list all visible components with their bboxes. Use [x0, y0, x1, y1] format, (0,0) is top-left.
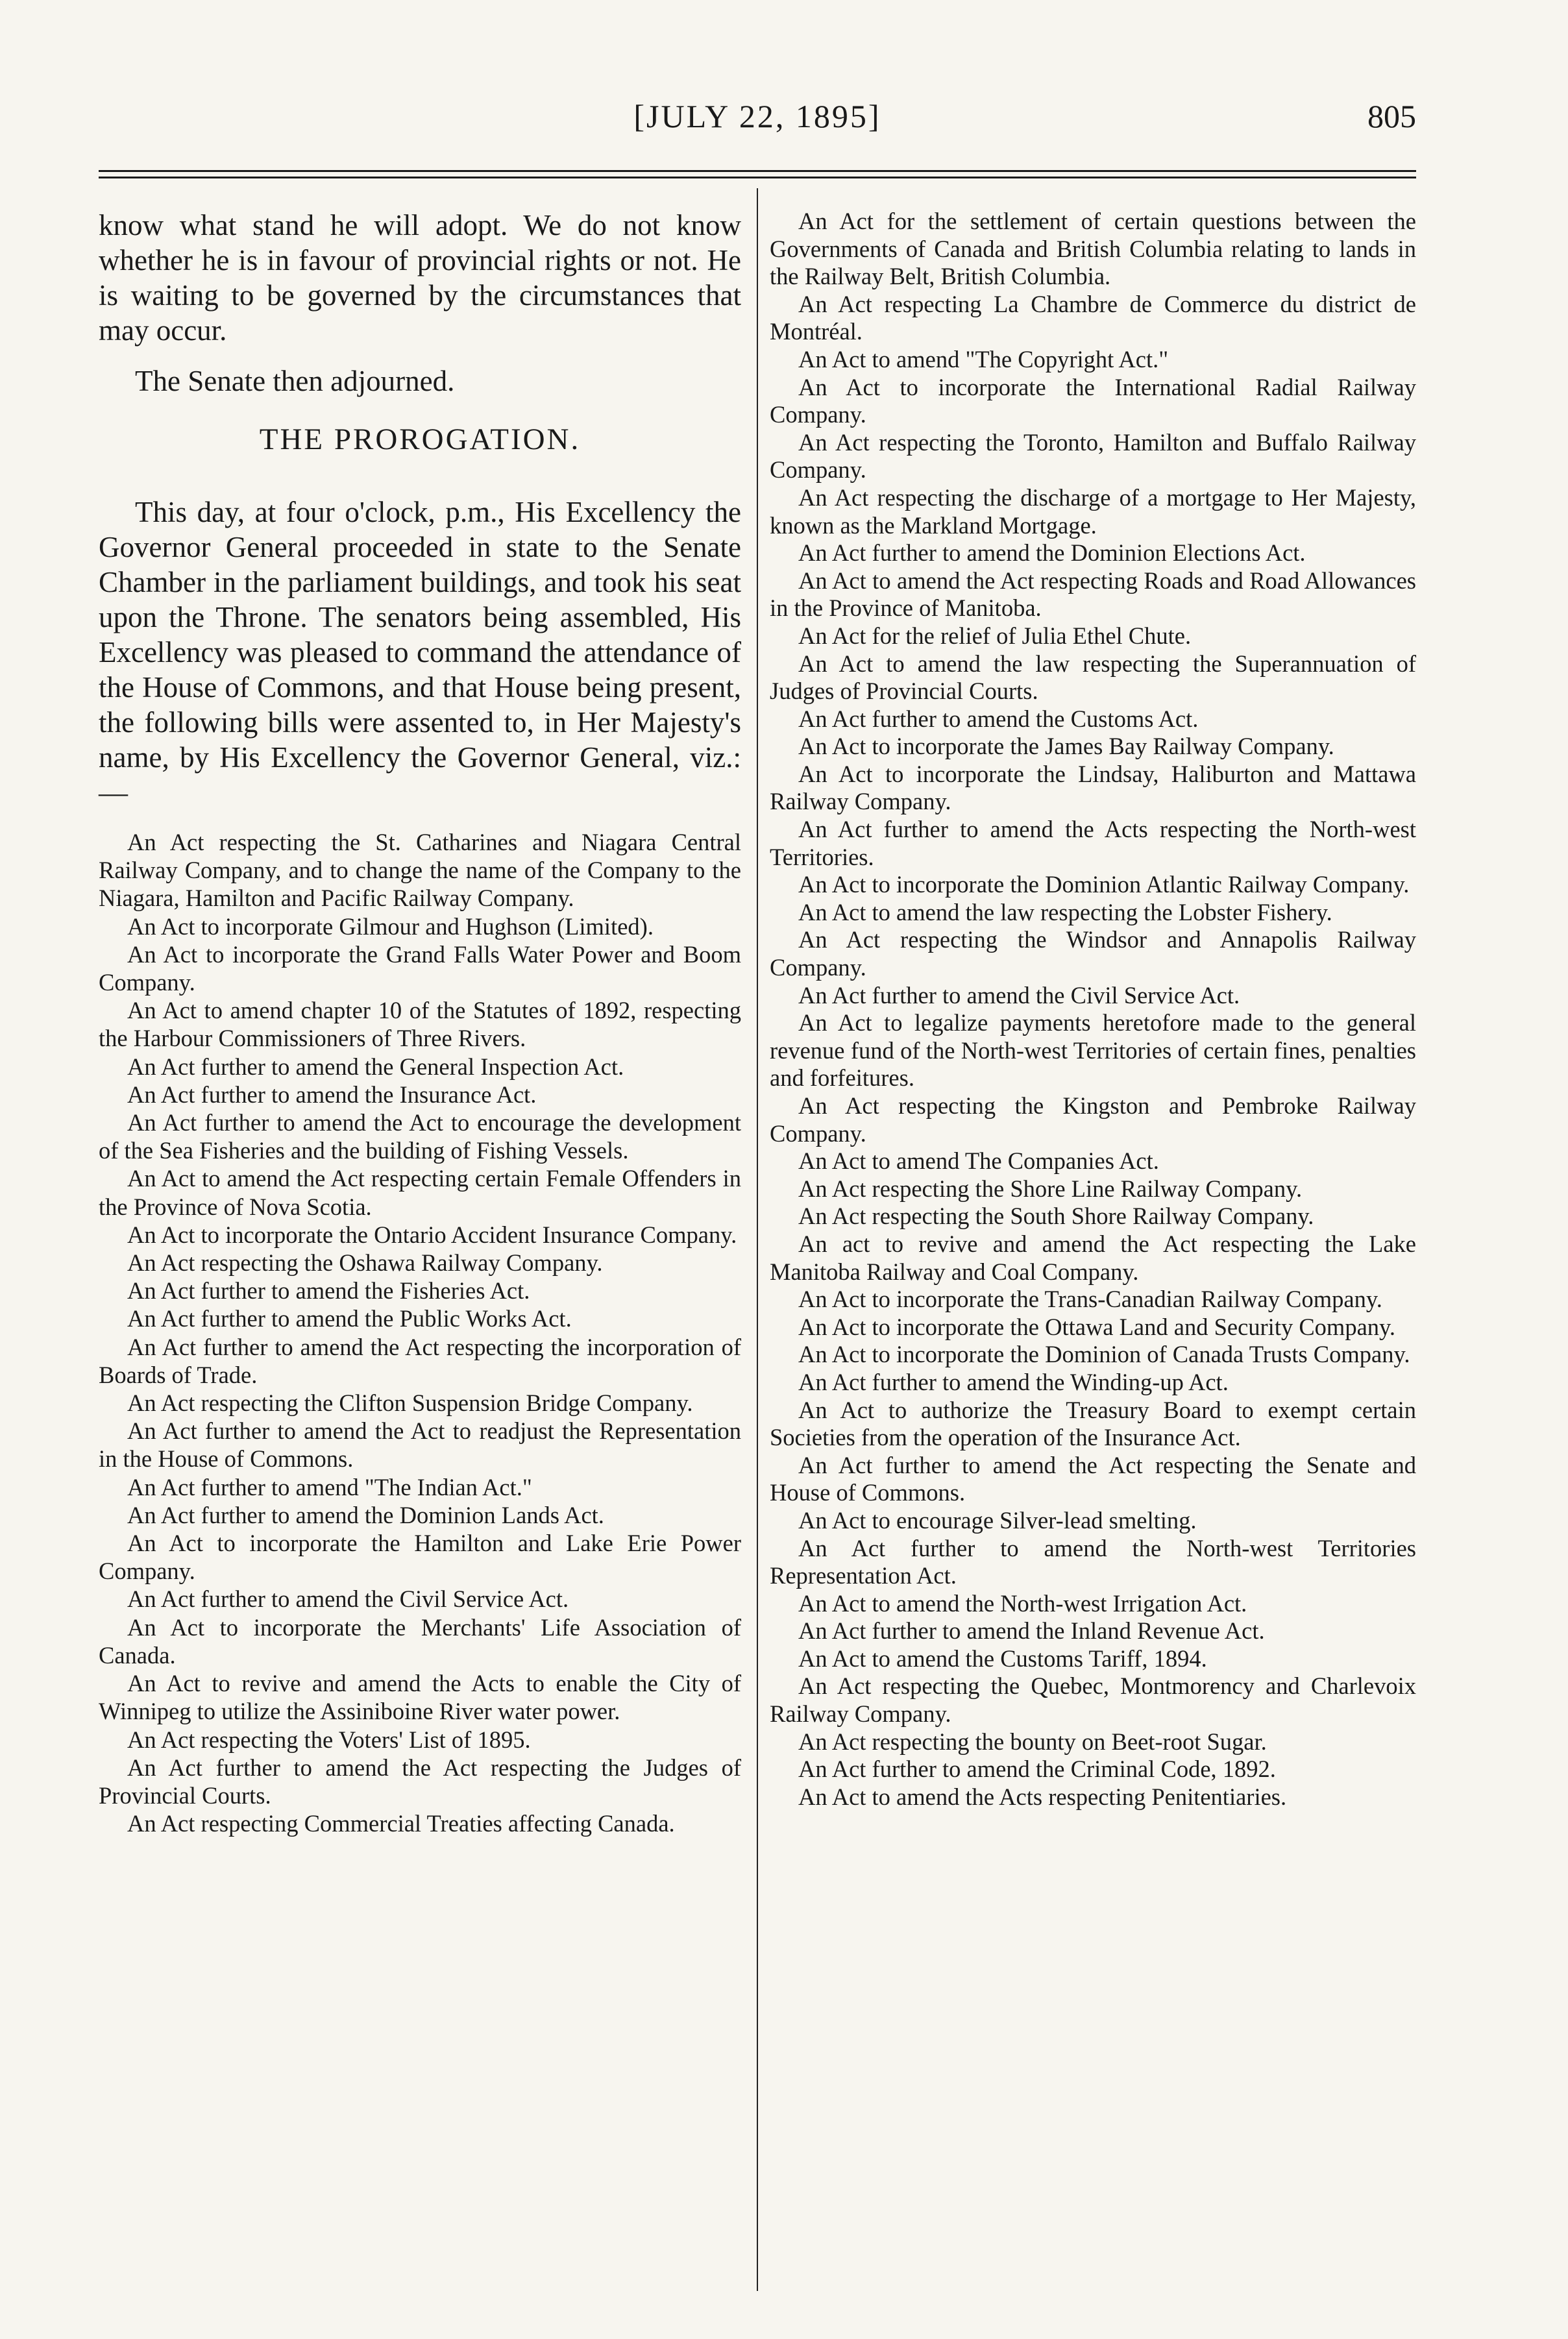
act-item: An Act respecting the Kingston and Pembroke Railway Company.: [770, 1092, 1416, 1147]
left-acts-list: [99, 828, 741, 1837]
act-item: An Act to incorporate the Trans-Canadian Railway Company.: [798, 1286, 1382, 1313]
act-item: An Act respecting the Clifton Suspension Bridge Company.: [127, 1390, 693, 1417]
right-column: [770, 208, 1416, 1811]
right-acts-list: [770, 208, 1416, 1811]
act-item: An Act respecting the Toronto, Hamilton and Buffalo Railway Company.: [770, 428, 1416, 484]
act-item: An Act to amend the law respecting the Superannuation of Judges of Provincial Courts.: [770, 650, 1416, 705]
header-rule: [99, 177, 410, 178]
header-date: [JULY 22, 1895]: [633, 98, 881, 134]
act-item: An Act further to amend the Insurance Act.: [127, 1081, 537, 1108]
adjourned-note: The Senate then adjourned.: [135, 365, 455, 397]
left-column: [99, 208, 741, 1837]
act-item: An Act to incorporate the James Bay Railway Company.: [798, 733, 1334, 760]
act-item: An Act to amend the Act respecting certain Female Offenders in the Province of Nova Scotia.: [99, 1165, 741, 1220]
act-item: An Act respecting the Windsor and Annapolis Railway Company.: [770, 926, 1416, 981]
act-item: An Act to amend the Acts respecting Penitentiaries.: [798, 1783, 1287, 1810]
page-number: 805: [1367, 98, 1416, 134]
act-item: An Act further to amend the Act to readjust the Representation in the House of Commons.: [99, 1417, 741, 1473]
act-item: An Act to incorporate the Dominion of Canada Trusts Company.: [798, 1341, 1410, 1368]
act-item: An Act to amend the law respecting the Lobster Fishery.: [798, 898, 1332, 925]
act-item: An Act to incorporate the Grand Falls Water Power and Boom Company.: [99, 940, 741, 996]
header-rule: [410, 177, 1416, 178]
act-item: An Act respecting the South Shore Railway Company.: [798, 1203, 1314, 1230]
act-item: An Act respecting the bounty on Beet-root Sugar.: [798, 1728, 1267, 1755]
act-item: An Act further to amend the Acts respecting the North-west Territories.: [770, 816, 1416, 870]
prorogation-paragraph: This day, at four o'clock, p.m., His Excellency the Governor General proceeded in state to the Senate Chamber in the parliament buildings, and took his seat upon the Throne. The senators being assembled, His Excellency was pleased to command the attendance of the House of Commons, and that House being present, the following bills were assented to, in Her Majesty's name, by His Excellency the Governor General, viz.:—: [99, 496, 741, 809]
act-item: An Act further to amend the Dominion Elections Act.: [798, 539, 1306, 567]
act-item: An Act to amend the Act respecting Roads and Road Allowances in the Province of Manitoba.: [770, 567, 1416, 622]
act-item: An Act to amend The Companies Act.: [798, 1147, 1159, 1175]
act-item: An Act further to amend the Dominion Lands Act.: [127, 1501, 604, 1528]
act-item: An Act further to amend "The Indian Act.": [127, 1473, 532, 1500]
act-item: An Act further to amend the Customs Act.: [798, 705, 1199, 732]
act-item: An Act further to amend the Inland Revenue Act.: [798, 1617, 1265, 1645]
header-rule: [99, 170, 410, 172]
act-item: An Act respecting the Voters' List of 1895.: [127, 1726, 531, 1753]
act-item: An Act to incorporate the Dominion Atlantic Railway Company.: [798, 871, 1410, 898]
act-item: An Act respecting the Oshawa Railway Company.: [127, 1249, 603, 1277]
act-item: An Act to incorporate the Ontario Accident Insurance Company.: [127, 1221, 737, 1248]
act-item: An Act respecting the discharge of a mortgage to Her Majesty, known as the Markland Mortgage.: [770, 484, 1416, 539]
act-item: An Act to amend chapter 10 of the Statutes of 1892, respecting the Harbour Commissioners of Three Rivers.: [99, 997, 741, 1052]
act-item: An Act further to amend the Criminal Code, 1892.: [798, 1756, 1276, 1783]
act-item: An Act further to amend the Act respecting the Judges of Provincial Courts.: [99, 1754, 741, 1809]
act-item: An Act to incorporate the Hamilton and Lake Erie Power Company.: [99, 1530, 741, 1585]
act-item: An Act to incorporate the Ottawa Land and Security Company.: [798, 1313, 1396, 1340]
act-item: An Act further to amend the Public Works Act.: [127, 1305, 572, 1332]
act-item: An Act to authorize the Treasury Board to exempt certain Societies from the operation of the Insurance Act.: [770, 1396, 1416, 1451]
act-item: An Act further to amend the Act respecting the incorporation of Boards of Trade.: [99, 1333, 741, 1388]
act-item: An Act further to amend the Winding-up Act.: [798, 1368, 1229, 1395]
act-item: An Act to legalize payments heretofore made to the general revenue fund of the North-west Territories of certain fines, penalties and forfeitures.: [770, 1009, 1416, 1092]
opening-paragraph: know what stand he will adopt. We do not know whether he is in favour of provincial rights or not. He is waiting to be governed by the circumstances that may occur.: [99, 209, 741, 347]
section-title: THE PROROGATION.: [259, 422, 581, 456]
act-item: An Act to amend the Customs Tariff, 1894.: [798, 1645, 1207, 1672]
act-item: An Act to revive and amend the Acts to enable the City of Winnipeg to utilize the Assiniboine River water power.: [99, 1670, 741, 1725]
act-item: An Act to amend the North-west Irrigation Act.: [798, 1589, 1247, 1617]
act-item: An Act for the settlement of certain questions between the Governments of Canada and British Columbia relating to lands in the Railway Belt, British Columbia.: [770, 208, 1416, 290]
act-item: An Act to incorporate Gilmour and Hughson (Limited).: [127, 912, 654, 940]
act-item: An Act further to amend the Fisheries Act.: [127, 1277, 530, 1304]
act-item: An Act further to amend the Act to encourage the development of the Sea Fisheries and the building of Fishing Vessels.: [99, 1109, 741, 1164]
act-item: An Act further to amend the General Inspection Act.: [127, 1053, 624, 1080]
act-item: An Act further to amend the North-west Territories Representation Act.: [770, 1534, 1416, 1589]
act-item: An Act further to amend the Civil Service Act.: [127, 1586, 569, 1613]
act-item: An Act respecting the St. Catharines and Niagara Central Railway Company, and to change the name of the Company to the Niagara, Hamilton and Pacific Railway Company.: [99, 829, 741, 912]
act-item: An Act further to amend the Act respecting the Senate and House of Commons.: [770, 1451, 1416, 1506]
act-item: An Act respecting La Chambre de Commerce du district de Montréal.: [770, 290, 1416, 345]
act-item: An Act to incorporate the International Radial Railway Company.: [770, 373, 1416, 428]
act-item: An Act for the relief of Julia Ethel Chute.: [798, 622, 1192, 649]
act-item: An Act to amend "The Copyright Act.": [798, 345, 1169, 373]
act-item: An Act to incorporate the Lindsay, Haliburton and Mattawa Railway Company.: [770, 760, 1416, 815]
act-item: An act to revive and amend the Act respecting the Lake Manitoba Railway and Coal Company.: [770, 1230, 1416, 1285]
page-header: [99, 97, 1416, 156]
act-item: An Act further to amend the Civil Service Act.: [798, 981, 1240, 1009]
act-item: An Act respecting the Quebec, Montmorency and Charlevoix Railway Company.: [770, 1672, 1416, 1728]
act-item: An Act to incorporate the Merchants' Life Association of Canada.: [99, 1613, 741, 1669]
act-item: An Act respecting the Shore Line Railway Company.: [798, 1175, 1303, 1202]
column-divider: [757, 188, 758, 2291]
act-item: An Act respecting Commercial Treaties affecting Canada.: [127, 1810, 675, 1837]
header-rule: [410, 170, 1416, 172]
act-item: An Act to encourage Silver-lead smelting.: [798, 1506, 1197, 1534]
